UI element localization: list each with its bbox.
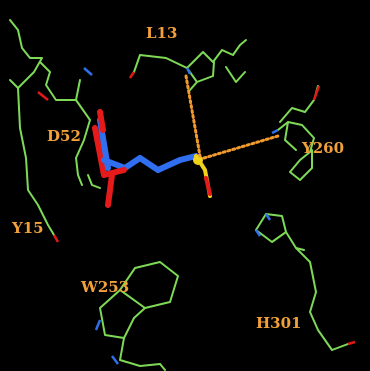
residue-y260-sticks xyxy=(278,86,318,180)
label-w253: W253 xyxy=(81,278,130,296)
label-l13: L13 xyxy=(146,24,178,42)
residue-l13-sticks xyxy=(134,40,246,90)
label-d52: D52 xyxy=(47,127,81,145)
label-h301: H301 xyxy=(256,314,302,332)
hydrogen-bonds xyxy=(186,76,278,158)
ligand-sticks xyxy=(95,112,210,205)
label-y260: Y260 xyxy=(302,139,345,157)
sulfur-atom xyxy=(193,155,203,165)
label-y15: Y15 xyxy=(12,219,44,237)
